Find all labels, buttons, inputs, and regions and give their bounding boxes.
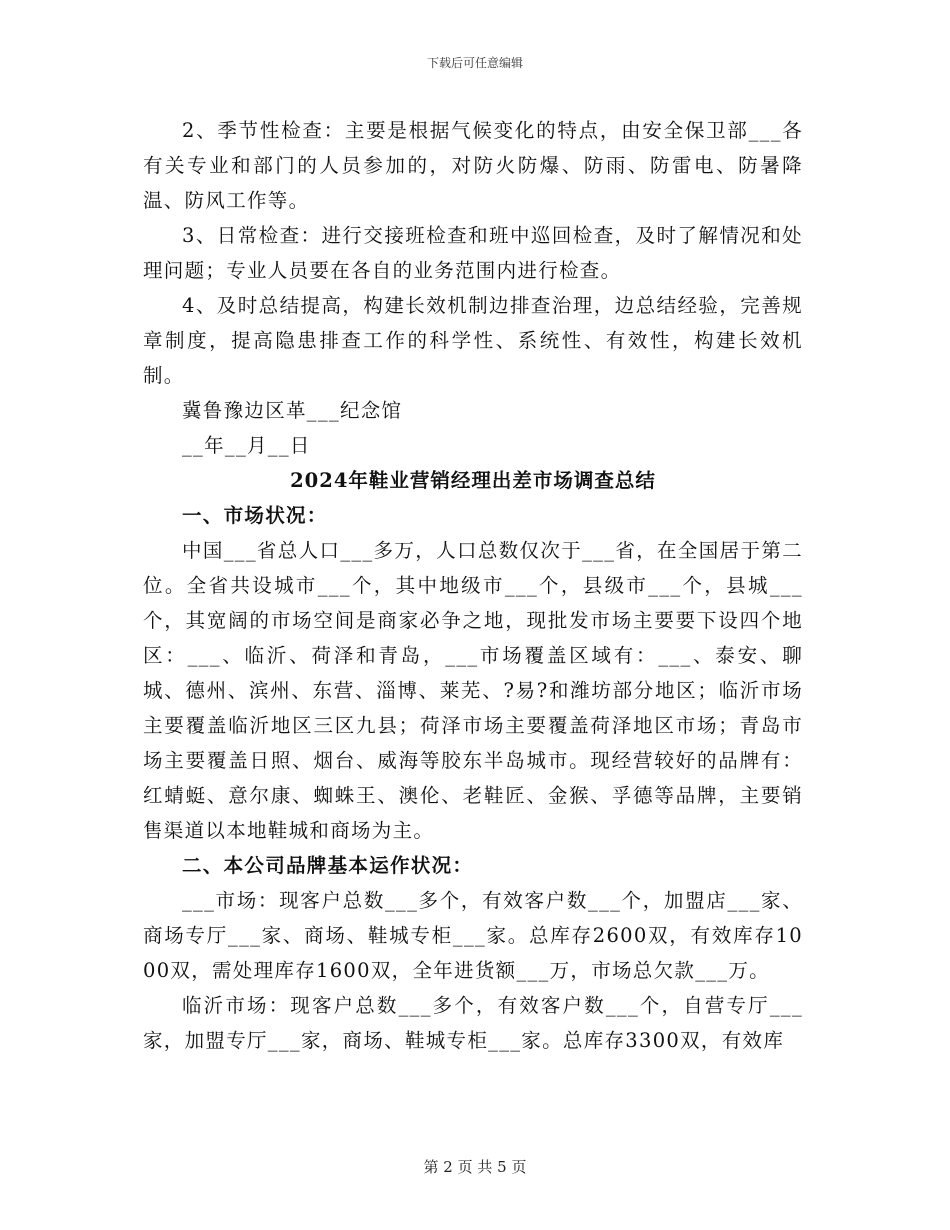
paragraph-market-status: 中国___省总人口___多万，人口总数仅次于___省，在全国居于第二位。全省共设城市___个，其中地级市___个，县级市___个，县城___个，其宽阔的市场空间是商家必争之地，现批发市场主要要下设四个地区：___、临沂、荷泽和青岛，___市场覆盖区域有：___、泰安、聊城、德州、滨州、东营、淄博、莱芜、?易?和潍坊部分地区；临沂市场主要覆盖临沂地区三区九县；荷泽市场主要覆盖荷泽地区市场；青岛市场主要覆盖日照、烟台、威海等胶东半岛城市。现经营较好的品牌有：红蜻蜓、意尔康、蜘蛛王、澳伦、老鞋匠、金猴、孚德等品牌，主要销售渠道以本地鞋城和商场为主。 bbox=[143, 539, 803, 842]
signature-date: __年__月__日 bbox=[182, 434, 311, 457]
paragraph-linyi-market: 临沂市场：现客户总数___多个，有效客户数___个，自营专厅___家，加盟专厅___家，商场、鞋城专柜___家。总库存3300双，有效库 bbox=[143, 994, 803, 1052]
paragraph-seasonal-inspection: 2、季节性检查：主要是根据气候变化的特点，由安全保卫部___各有关专业和部门的人员参加的，对防火防爆、防雨、防雷电、防暑降温、防风工作等。 bbox=[143, 119, 803, 212]
paragraph-summary-improvement: 4、及时总结提高，构建长效机制边排查治理，边总结经验，完善规章制度，提高隐患排查工作的科学性、系统性、有效性，构建长效机制。 bbox=[143, 294, 803, 387]
paragraph-city-market: ___市场：现客户总数___多个，有效客户数___个，加盟店___家、商场专厅___家、商场、鞋城专柜___家。总库存2600双，有效库存1000双，需处理库存1600双，全年进货额___万，市场总欠款___万。 bbox=[143, 889, 803, 982]
document-body bbox=[143, 113, 803, 1058]
paragraph-daily-inspection: 3、日常检查：进行交接班检查和班中巡回检查，及时了解情况和处理问题；专业人员要在各自的业务范围内进行检查。 bbox=[143, 224, 803, 282]
page-header: 下载后可任意编辑 bbox=[426, 56, 523, 70]
section-heading-brand-operation: 二、本公司品牌基本运作状况： bbox=[182, 854, 474, 877]
page-number: 第 2 页 共 5 页 bbox=[423, 1158, 527, 1176]
document-title: 2024年鞋业营销经理出差市场调查总结 bbox=[290, 469, 656, 492]
section-heading-market-status: 一、市场状况： bbox=[182, 504, 328, 527]
organization-signature: 冀鲁豫边区革___纪念馆 bbox=[182, 399, 403, 422]
